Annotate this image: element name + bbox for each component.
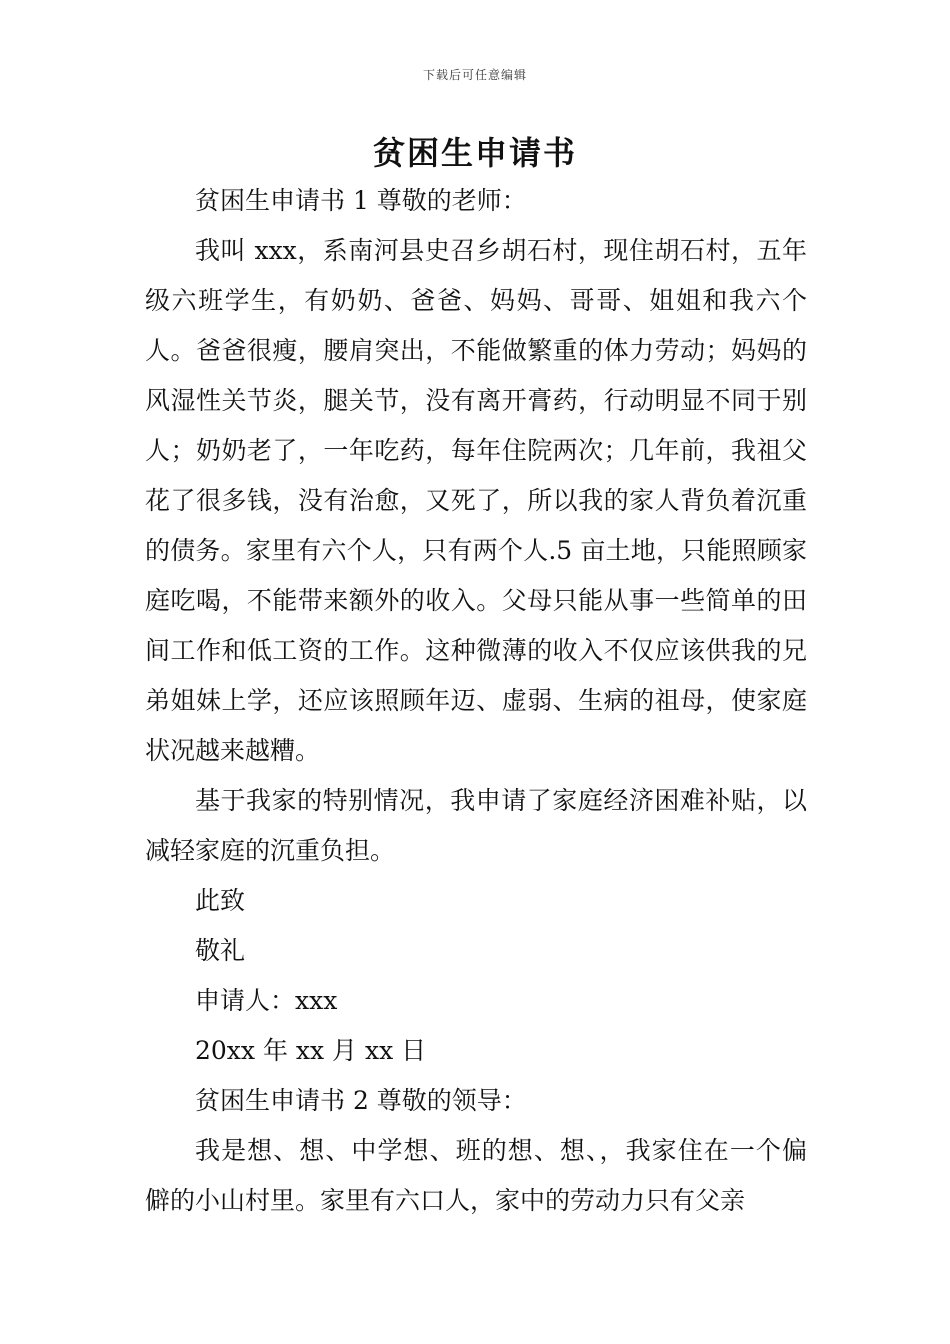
paragraph-closing: 此致 — [195, 886, 246, 915]
paragraph-letter-2-intro: 我是想、想、中学想、班的想、想、，我家住在一个偏僻的小山村里。家里有六口人，家中的劳动力只有父亲 — [145, 1136, 807, 1215]
paragraph-regards: 敬礼 — [195, 936, 246, 965]
document-title: 贫困生申请书 — [372, 134, 577, 172]
paragraph-salutation-1: 贫困生申请书 1 尊敬的老师： — [195, 186, 527, 215]
document-body — [145, 176, 807, 1226]
paragraph-family-situation: 我叫 xxx，系南河县史召乡胡石村，现住胡石村，五年级六班学生，有奶奶、爸爸、妈妈、哥哥、姐姐和我六个人。爸爸很瘦，腰肩突出，不能做繁重的体力劳动；妈妈的风湿性关节炎，腿关节，没有离开膏药，行动明显不同于别人；奶奶老了，一年吃药，每年住院两次；几年前，我祖父花了很多钱，没有治愈，又死了，所以我的家人背负着沉重的债务。家里有六个人，只有两个人.5 亩土地，只能照顾家庭吃喝，不能带来额外的收入。父母只能从事一些简单的田间工作和低工资的工作。这种微薄的收入不仅应该供我的兄弟姐妹上学，还应该照顾年迈、虚弱、生病的祖母，使家庭状况越来越糟。 — [145, 236, 807, 765]
paragraph-applicant: 申请人：xxx — [195, 986, 338, 1015]
paragraph-salutation-2: 贫困生申请书 2 尊敬的领导： — [195, 1086, 527, 1115]
header-note: 下载后可任意编辑 — [422, 68, 527, 82]
paragraph-date: 20xx 年 xx 月 xx 日 — [195, 1036, 427, 1065]
paragraph-request: 基于我家的特别情况，我申请了家庭经济困难补贴，以减轻家庭的沉重负担。 — [145, 786, 807, 865]
